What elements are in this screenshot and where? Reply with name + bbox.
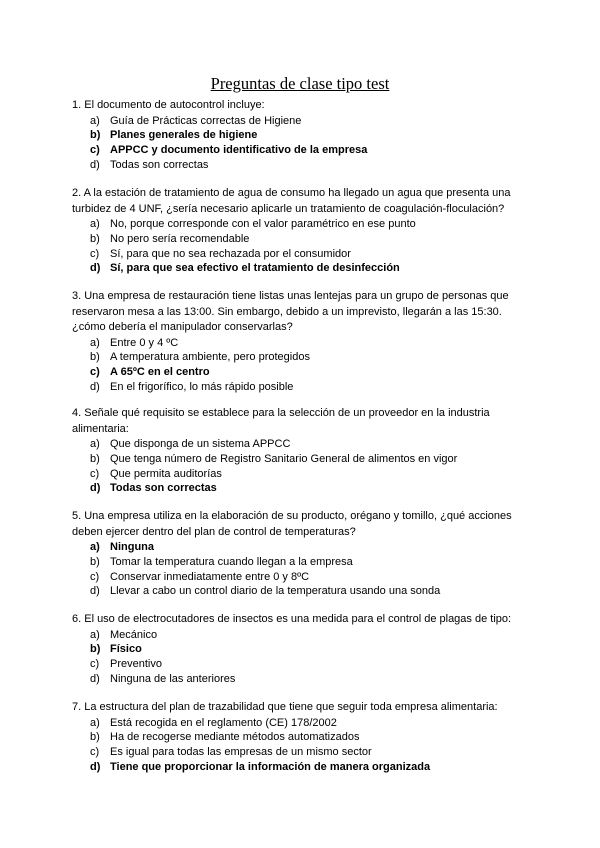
option-correct	[90, 128, 532, 143]
option-letter: b)	[90, 643, 101, 656]
question-3	[72, 289, 532, 395]
option-correct	[90, 642, 532, 657]
option	[90, 716, 532, 731]
option-text: Físico	[110, 643, 142, 656]
option-text: APPCC y documento identificativo de la empresa	[110, 144, 368, 157]
option-text: Es igual para todas las empresas de un mismo sector	[110, 746, 372, 759]
option-correct	[90, 261, 532, 276]
option	[90, 467, 532, 482]
question-text: 3. Una empresa de restauración tiene listas unas lentejas para un grupo de personas que reservaron mesa a las 13:00. Sin embargo, debido a un imprevisto, llegarán a las 15:30. ¿cómo debería el manipulador conservarlas?	[72, 290, 509, 333]
option	[90, 672, 532, 687]
option-letter: a)	[90, 336, 100, 349]
option-text: Ninguna de las anteriores	[110, 672, 236, 685]
option-correct	[90, 365, 532, 380]
option-letter: c)	[90, 570, 100, 583]
option-letter: a)	[90, 541, 100, 553]
option-text: Conservar inmediatamente entre 0 y 8ºC	[110, 570, 310, 583]
option-text: A 65ºC en el centro	[110, 366, 210, 379]
option-text: Ninguna	[110, 541, 154, 553]
option	[90, 657, 532, 672]
option-text: Que tenga número de Registro Sanitario General de alimentos en vigor	[110, 452, 458, 465]
question-text: 4. Señale qué requisito se establece para la selección de un proveedor en la industria alimentaria:	[72, 407, 490, 435]
option-letter: d)	[90, 380, 100, 393]
option-letter: c)	[90, 144, 100, 157]
option-text: A temperatura ambiente, pero protegidos	[110, 351, 310, 364]
option-text: Todas son correctas	[110, 158, 209, 171]
option-letter: b)	[90, 452, 100, 465]
option-letter: d)	[90, 158, 100, 171]
question-1	[72, 98, 532, 173]
options-list	[72, 540, 532, 599]
question-text: 6. El uso de electrocutadores de insectos es una medida para el control de plagas de tipo:	[72, 613, 512, 625]
option-text: Que disponga de un sistema APPCC	[110, 438, 291, 450]
option-text: Tiene que proporcionar la información de manera organizada	[110, 760, 431, 773]
option-letter: b)	[90, 232, 100, 245]
options-list	[72, 437, 532, 496]
option-letter: d)	[90, 262, 101, 275]
option-correct	[90, 540, 532, 555]
question-2	[72, 186, 532, 276]
option-letter: d)	[90, 672, 100, 685]
option-text: Todas son correctas	[110, 482, 217, 495]
option	[90, 584, 532, 599]
option-letter: b)	[90, 555, 100, 568]
question-text: 2. A la estación de tratamiento de agua de consumo ha llegado un agua que presenta una turbidez de 4 UNF, ¿sería necesario aplicarle un tratamiento de coagulación-floculación?	[72, 187, 511, 215]
option-text: Preventivo	[110, 658, 162, 671]
option-text: Guía de Prácticas correctas de Higiene	[110, 114, 302, 127]
option-letter: d)	[90, 482, 101, 495]
option-letter: c)	[90, 658, 100, 671]
option	[90, 217, 532, 232]
option-text: Ha de recogerse mediante métodos automatizados	[110, 731, 360, 744]
option-letter: a)	[90, 218, 100, 230]
option	[90, 158, 532, 173]
option-text: Tomar la temperatura cuando llegan a la empresa	[110, 555, 353, 568]
option-text: No pero sería recomendable	[110, 232, 250, 245]
option-letter: a)	[90, 716, 100, 729]
options-list	[72, 217, 532, 276]
option	[90, 114, 532, 129]
option-text: Sí, para que sea efectivo el tratamiento de desinfección	[110, 262, 400, 275]
option-text: En el frigorífico, lo más rápido posible	[110, 380, 294, 393]
option	[90, 730, 532, 745]
options-list	[72, 628, 532, 687]
option-letter: c)	[90, 467, 100, 480]
option-letter: b)	[90, 731, 100, 744]
option	[90, 336, 532, 351]
option-text: Sí, para que no sea rechazada por el consumidor	[110, 247, 351, 260]
page-title: Preguntas de clase tipo test	[210, 74, 390, 93]
question-text: 5. Una empresa utiliza en la elaboración de su producto, orégano y tomillo, ¿qué acciones deben ejercer dentro del plan de control de temperaturas?	[72, 510, 512, 538]
option-letter: c)	[90, 247, 100, 260]
option-correct	[90, 760, 532, 775]
option	[90, 247, 532, 262]
option-letter: a)	[90, 628, 100, 641]
option-letter: d)	[90, 585, 100, 598]
option-letter: c)	[90, 366, 100, 379]
option-letter: b)	[90, 129, 101, 142]
option-letter: a)	[90, 114, 100, 127]
option	[90, 437, 532, 452]
option-letter: a)	[90, 438, 100, 450]
option	[90, 350, 532, 365]
question-7	[72, 700, 532, 775]
option	[90, 555, 532, 570]
option	[90, 628, 532, 643]
option-text: Que permita auditorías	[110, 467, 222, 480]
option-letter: c)	[90, 746, 100, 759]
question-4	[72, 406, 532, 496]
option	[90, 232, 532, 247]
option	[90, 745, 532, 760]
question-text: 7. La estructura del plan de trazabilidad que tiene que seguir toda empresa alimentaria:	[72, 701, 498, 713]
question-5	[72, 509, 532, 599]
option-correct	[90, 481, 532, 496]
option-text: Está recogida en el reglamento (CE) 178/2002	[110, 716, 337, 729]
question-text: 1. El documento de autocontrol incluye:	[72, 99, 265, 111]
option-text: Planes generales de higiene	[110, 129, 258, 142]
question-6	[72, 612, 532, 687]
options-list	[72, 716, 532, 775]
option	[90, 570, 532, 585]
options-list	[72, 336, 532, 395]
option-text: Llevar a cabo un control diario de la temperatura usando una sonda	[110, 585, 441, 598]
option-text: Mecánico	[110, 628, 158, 641]
option	[90, 380, 532, 395]
option-text: Entre 0 y 4 ºC	[110, 336, 179, 349]
options-list	[72, 114, 532, 173]
option-letter: b)	[90, 351, 100, 364]
option-text: No, porque corresponde con el valor paramétrico en ese punto	[110, 218, 416, 230]
option-letter: d)	[90, 760, 101, 773]
option-correct	[90, 143, 532, 158]
option	[90, 452, 532, 467]
